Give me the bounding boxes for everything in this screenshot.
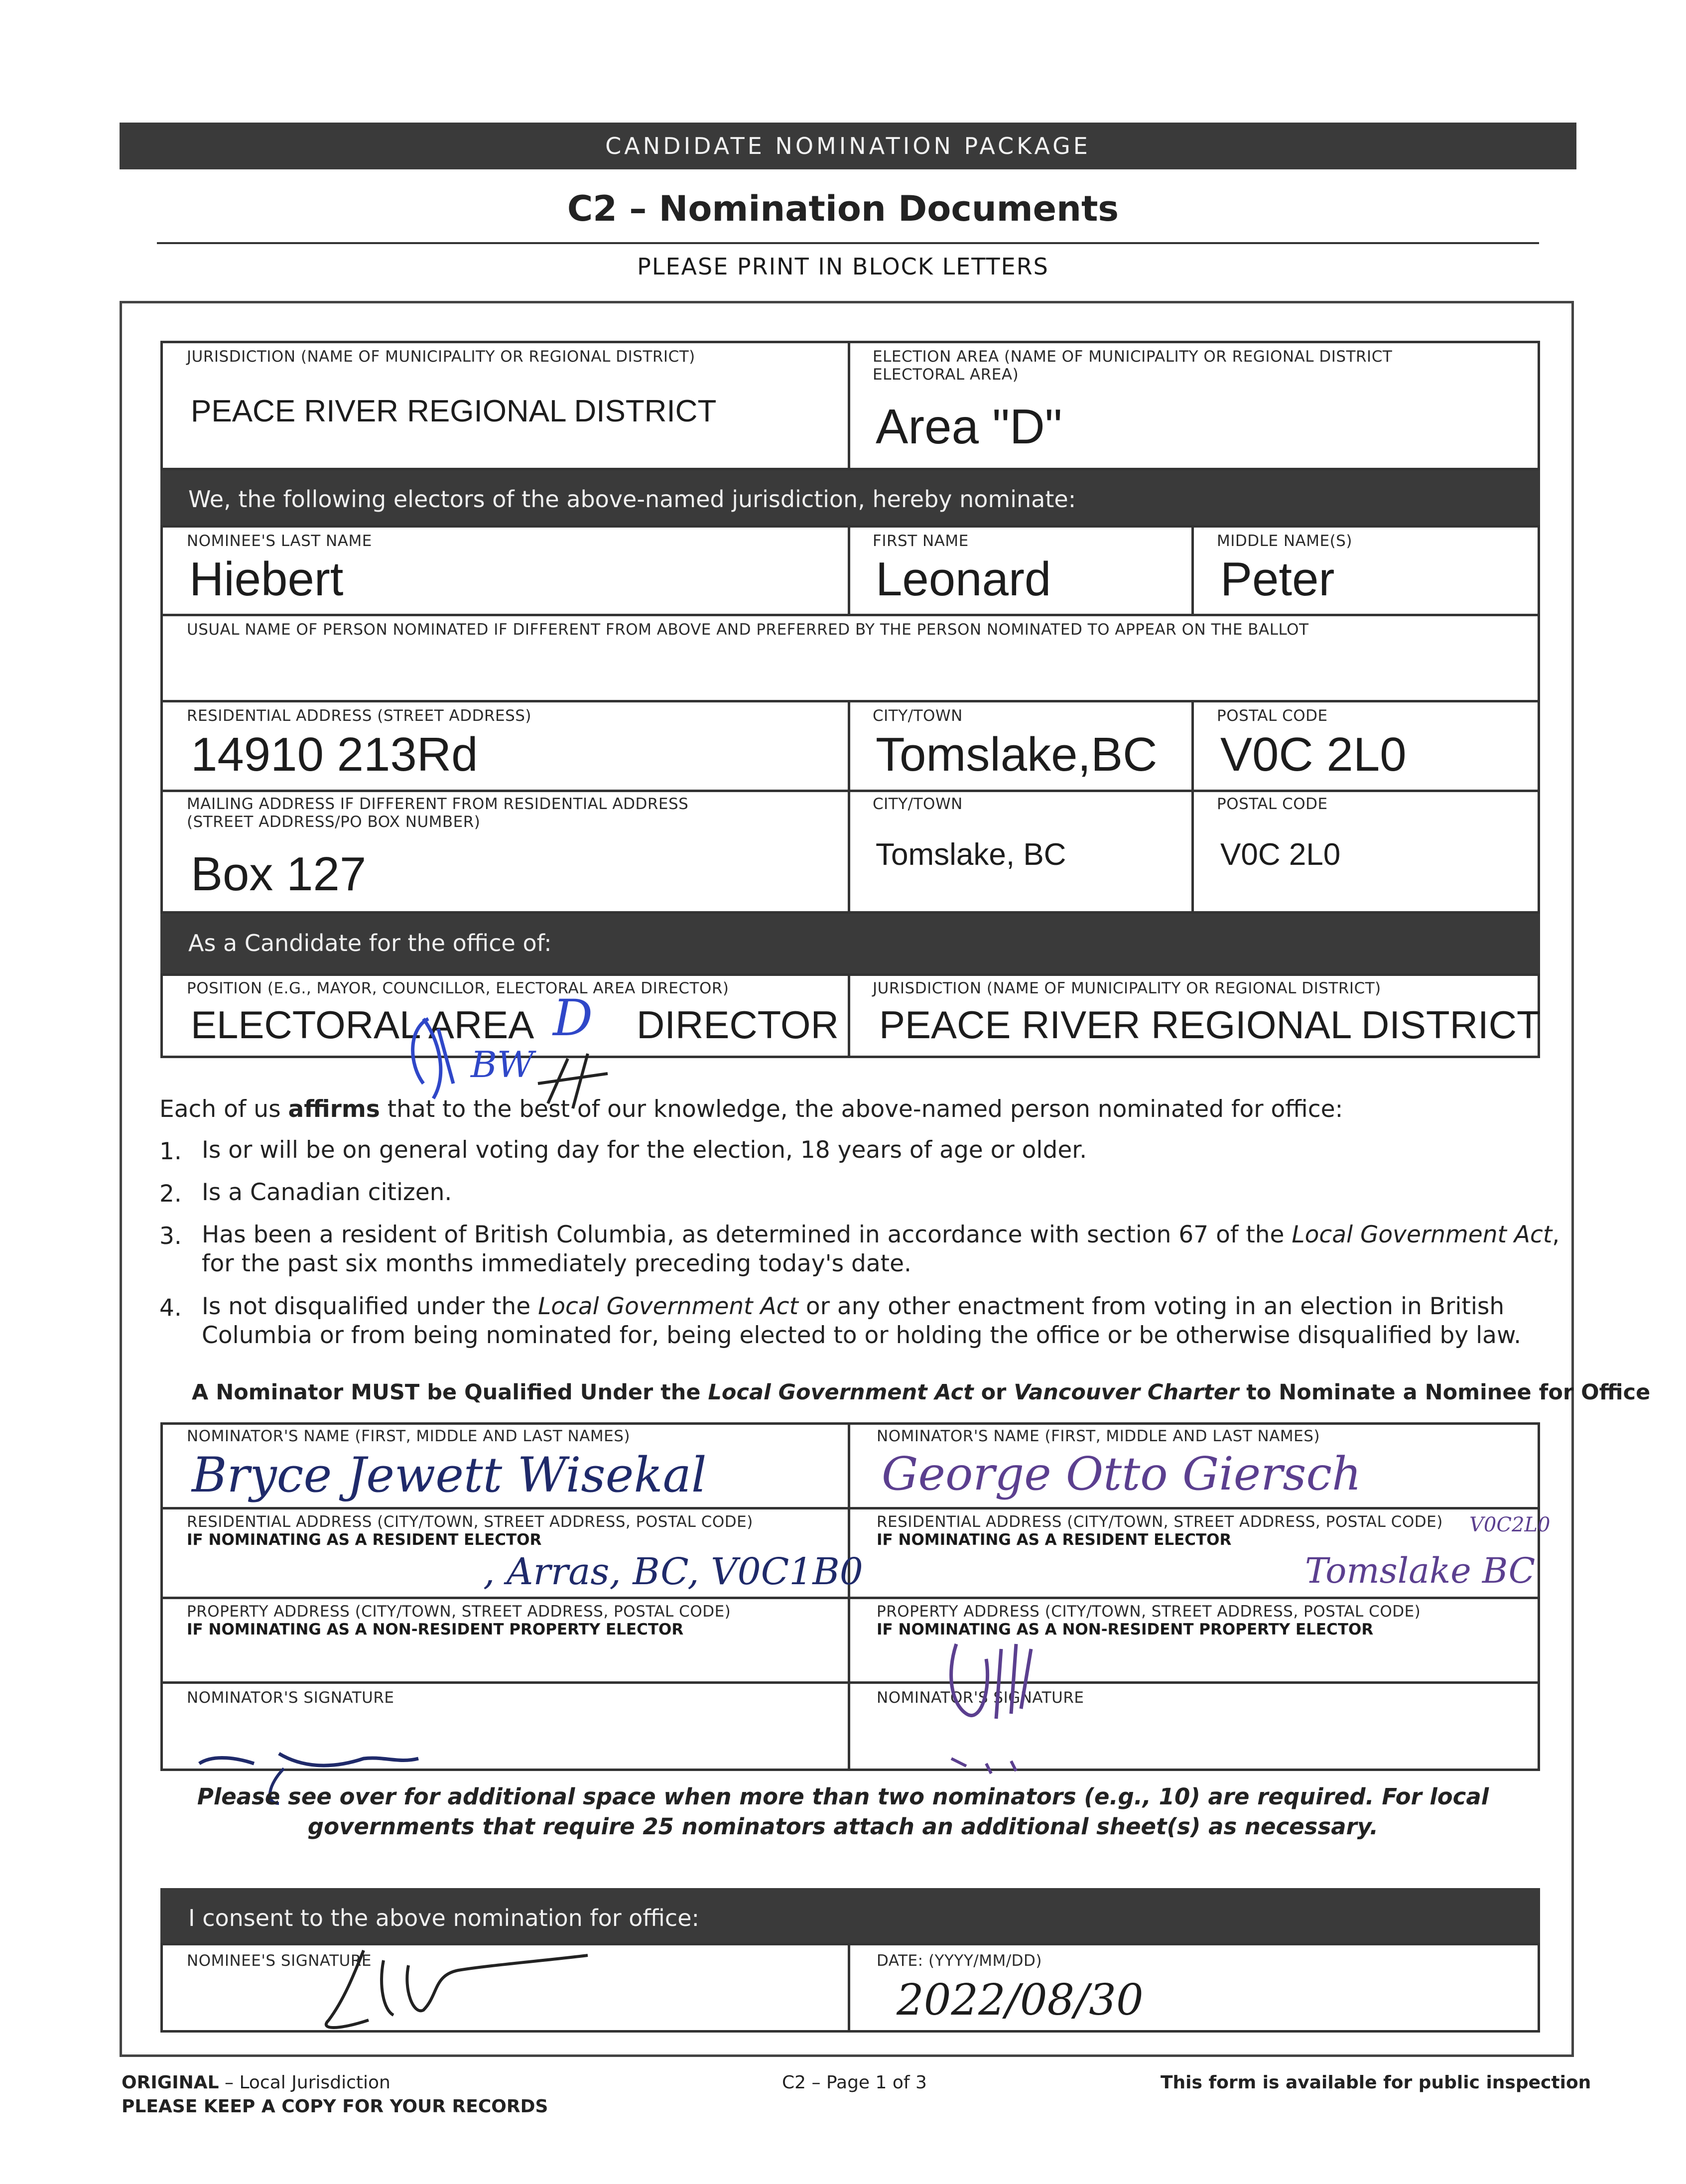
first-name-value[interactable]: Leonard <box>876 552 1051 606</box>
mailing-city-value[interactable]: Tomslake, BC <box>876 837 1066 872</box>
affirm-number: 1. <box>159 1138 182 1165</box>
row-divider <box>160 1597 1540 1599</box>
residential-address-value[interactable]: 14910 213Rd <box>191 728 478 781</box>
qualify-act: Local Government Act <box>708 1380 974 1405</box>
residential-city-label: CITY/TOWN <box>873 707 963 725</box>
position-value[interactable]: ELECTORAL AREA <box>191 1003 534 1047</box>
row-divider <box>160 1507 1540 1509</box>
last-name-value[interactable]: Hiebert <box>189 552 344 606</box>
affirm-number: 4. <box>159 1294 182 1322</box>
nominator-1-name[interactable]: Bryce Jewett Wisekal <box>192 1447 707 1503</box>
nominee-signature-label: NOMINEE'S SIGNATURE <box>187 1952 372 1970</box>
usual-name-label: USUAL NAME OF PERSON NOMINATED IF DIFFERENT FROM ABOVE AND PREFERRED BY THE PERSON NOMINATED TO APPEAR ON THE BALLOT <box>187 621 1309 639</box>
last-name-label: NOMINEE'S LAST NAME <box>187 532 372 550</box>
first-name-label: FIRST NAME <box>873 532 969 550</box>
mailing-address-label-2: (STREET ADDRESS/PO BOX NUMBER) <box>187 813 481 831</box>
residential-address-label: RESIDENTIAL ADDRESS (STREET ADDRESS) <box>187 707 532 725</box>
nominator-2-prop-label-b: IF NOMINATING AS A NON-RESIDENT PROPERTY ELECTOR <box>877 1621 1374 1638</box>
row-divider <box>160 614 1540 616</box>
affirm-intro-bold: affirms <box>288 1095 380 1123</box>
nominator-2-res-label-b: IF NOMINATING AS A RESIDENT ELECTOR <box>877 1531 1232 1549</box>
affirm-item-3 <box>202 1221 1559 1278</box>
office-jurisdiction-label: JURISDICTION (NAME OF MUNICIPALITY OR REGIONAL DISTRICT) <box>873 979 1381 997</box>
nominee-signature[interactable] <box>309 1940 608 2040</box>
row-divider <box>160 700 1540 702</box>
package-title-bar <box>120 123 1576 169</box>
divider <box>1191 525 1194 614</box>
position-value-suffix[interactable]: DIRECTOR <box>637 1003 839 1047</box>
residential-city-value[interactable]: Tomslake,BC <box>876 728 1158 781</box>
affirm-item-4-text-b: or any other enactment from voting in an election in British <box>798 1293 1505 1320</box>
nominator-2-sig-label: NOMINATOR'S SIGNATURE <box>877 1689 1084 1707</box>
residential-postal-label: POSTAL CODE <box>1217 707 1328 725</box>
position-handwritten-letter: D <box>553 989 593 1047</box>
nominator-2-res-label: RESIDENTIAL ADDRESS (CITY/TOWN, STREET ADDRESS, POSTAL CODE) <box>877 1513 1443 1531</box>
affirm-item-3-text: Has been a resident of British Columbia, as determined in accordance with section 67 of the <box>202 1221 1292 1248</box>
title-rule <box>157 242 1539 244</box>
jurisdiction-label: JURISDICTION (NAME OF MUNICIPALITY OR REGIONAL DISTRICT) <box>187 348 695 366</box>
divider <box>1191 700 1194 914</box>
candidate-band-text: As a Candidate for the office of: <box>188 930 552 956</box>
divider <box>848 341 850 470</box>
nominator-2-signature[interactable] <box>936 1629 1086 1783</box>
date-value[interactable]: 2022/08/30 <box>897 1975 1144 2025</box>
mailing-postal-label: POSTAL CODE <box>1217 795 1328 813</box>
consent-band-text: I consent to the above nomination for office: <box>188 1905 699 1931</box>
additional-space-note-1: Please see over for additional space when more than two nominators (e.g., 10) are required. For local <box>197 1783 1489 1810</box>
affirm-item-4-text: Is not disqualified under the <box>202 1293 538 1320</box>
affirm-item-4-line2: Columbia or from being nominated for, being elected to or holding the office or be otherwise disqualified by law. <box>202 1322 1522 1349</box>
qualify-heading <box>192 1380 1650 1405</box>
middle-name-label: MIDDLE NAME(S) <box>1217 532 1352 550</box>
nominator-2-name[interactable]: George Otto Giersch <box>882 1447 1362 1501</box>
election-area-value[interactable]: Area "D" <box>876 399 1062 454</box>
affirm-intro-post: that to the best of our knowledge, the above-named person nominated for office: <box>380 1095 1343 1123</box>
affirm-number: 3. <box>159 1223 182 1250</box>
nominator-1-address[interactable]: , Arras, BC, V0C1B0 <box>483 1550 863 1593</box>
affirm-item-3-line2: for the past six months immediately preceding today's date. <box>202 1250 911 1277</box>
row-divider <box>160 1681 1540 1684</box>
jurisdiction-value[interactable]: PEACE RIVER REGIONAL DISTRICT <box>191 394 717 428</box>
qualify-b: or <box>973 1380 1014 1405</box>
document-title: C2 – Nomination Documents <box>567 188 1119 229</box>
affirm-item-4 <box>202 1292 1521 1350</box>
middle-name-value[interactable]: Peter <box>1220 552 1335 606</box>
additional-space-note-2: governments that require 25 nominators attach an additional sheet(s) as necessary. <box>307 1813 1379 1840</box>
act-name: Local Government Act <box>538 1293 798 1320</box>
footer-public-inspection: This form is available for public inspection <box>1161 2072 1591 2093</box>
footer-original-rest: – Local Jurisdiction <box>219 2072 390 2093</box>
affirm-intro-pre: Each of us <box>159 1095 288 1123</box>
footer-page-number: C2 – Page 1 of 3 <box>782 2072 927 2093</box>
nominator-1-prop-label: PROPERTY ADDRESS (CITY/TOWN, STREET ADDRESS, POSTAL CODE) <box>187 1603 731 1621</box>
act-name: Local Government Act <box>1292 1221 1553 1248</box>
nominator-2-address[interactable]: Tomslake BC <box>1305 1550 1536 1591</box>
package-title: CANDIDATE NOMINATION PACKAGE <box>605 133 1091 159</box>
residential-postal-value[interactable]: V0C 2L0 <box>1220 728 1407 781</box>
affirm-number: 2. <box>159 1180 182 1208</box>
divider <box>848 973 850 1058</box>
nominator-1-name-label: NOMINATOR'S NAME (FIRST, MIDDLE AND LAST NAMES) <box>187 1427 631 1445</box>
nominator-2-postal-note: V0C2L0 <box>1469 1513 1551 1536</box>
affirm-intro <box>159 1095 1343 1124</box>
nominator-1-sig-label: NOMINATOR'S SIGNATURE <box>187 1689 394 1707</box>
divider <box>848 1943 850 2033</box>
date-label: DATE: (YYYY/MM/DD) <box>877 1952 1042 1970</box>
footer-original-bold: ORIGINAL <box>122 2072 219 2093</box>
footer-keep-copy: PLEASE KEEP A COPY FOR YOUR RECORDS <box>122 2096 548 2117</box>
office-jurisdiction-value[interactable]: PEACE RIVER REGIONAL DISTRICT <box>879 1003 1541 1047</box>
election-area-label: ELECTION AREA (NAME OF MUNICIPALITY OR REGIONAL DISTRICT <box>873 348 1393 366</box>
mailing-city-label: CITY/TOWN <box>873 795 963 813</box>
position-label: POSITION (E.G., MAYOR, COUNCILLOR, ELECTORAL AREA DIRECTOR) <box>187 979 729 997</box>
mailing-address-label: MAILING ADDRESS IF DIFFERENT FROM RESIDENTIAL ADDRESS <box>187 795 689 813</box>
qualify-c: to Nominate a Nominee for Office <box>1239 1380 1651 1405</box>
election-area-label-2: ELECTORAL AREA) <box>873 366 1019 384</box>
divider <box>848 525 850 614</box>
footer-original <box>122 2072 390 2093</box>
nominator-2-prop-label: PROPERTY ADDRESS (CITY/TOWN, STREET ADDRESS, POSTAL CODE) <box>877 1603 1421 1621</box>
affirm-item-1: Is or will be on general voting day for the election, 18 years of age or older. <box>202 1136 1087 1164</box>
qualify-a: A Nominator MUST be Qualified Under the <box>192 1380 708 1405</box>
print-instruction: PLEASE PRINT IN BLOCK LETTERS <box>637 253 1049 280</box>
nominate-band-text: We, the following electors of the above-named jurisdiction, hereby nominate: <box>188 486 1076 513</box>
divider <box>848 700 850 914</box>
row-divider <box>160 790 1540 792</box>
nominator-2-name-label: NOMINATOR'S NAME (FIRST, MIDDLE AND LAST NAMES) <box>877 1427 1320 1445</box>
nominator-1-res-label: RESIDENTIAL ADDRESS (CITY/TOWN, STREET ADDRESS, POSTAL CODE) <box>187 1513 753 1531</box>
nominator-1-res-label-b: IF NOMINATING AS A RESIDENT ELECTOR <box>187 1531 542 1549</box>
mailing-address-value[interactable]: Box 127 <box>191 847 367 901</box>
affirm-item-3-punct: , <box>1552 1221 1560 1248</box>
nominator-1-prop-label-b: IF NOMINATING AS A NON-RESIDENT PROPERTY ELECTOR <box>187 1621 684 1638</box>
affirm-item-2: Is a Canadian citizen. <box>202 1179 452 1206</box>
initials-text: BW <box>471 1044 534 1086</box>
qualify-charter: Vancouver Charter <box>1014 1380 1239 1405</box>
mailing-postal-value[interactable]: V0C 2L0 <box>1220 837 1341 872</box>
usual-name-field[interactable] <box>187 643 1532 692</box>
